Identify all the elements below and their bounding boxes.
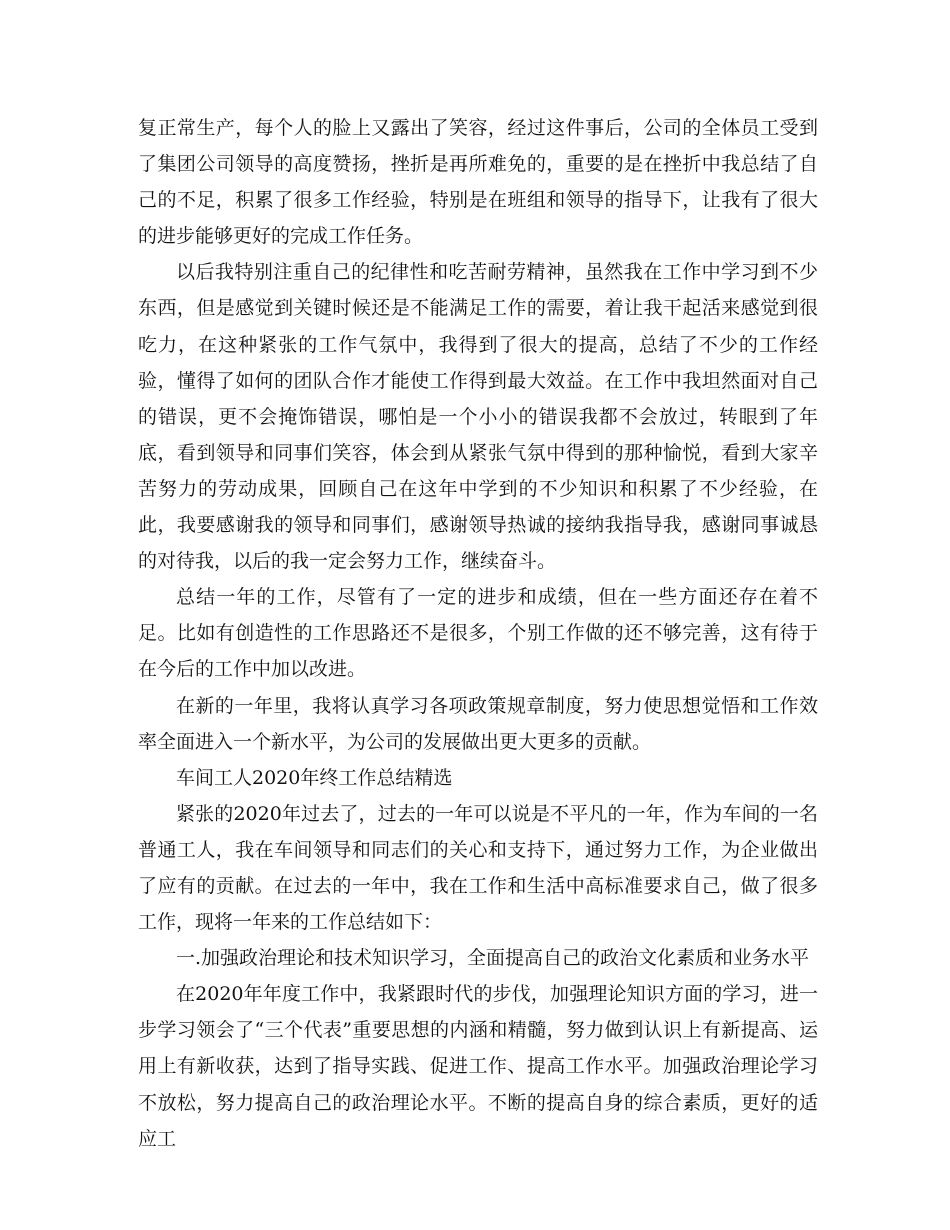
- section-title: 车间工人2020年终工作总结精选: [176, 766, 453, 789]
- paragraph: 在新的一年里，我将认真学习各项政策规章制度，努力使思想觉悟和工作效率全面进入一个新水平，为公司的发展做出更大更多的贡献。: [138, 694, 818, 753]
- paragraph-continued: 复正常生产，每个人的脸上又露出了笑容，经过这件事后，公司的全体员工受到了集团公司领导的高度赞扬，挫折是再所难免的，重要的是在挫折中我总结了自己的不足，积累了很多工作经验，特别是在班组和领导的指导下，让我有了很大的进步能够更好的完成工作任务。: [138, 117, 818, 248]
- paragraph: 以后我特别注重自己的纪律性和吃苦耐劳精神，虽然我在工作中学习到不少东西，但是感觉到关键时候还是不能满足工作的需要，着让我干起活来感觉到很吃力，在这种紧张的工作气氛中，我得到了很大的提高，总结了不少的工作经验，懂得了如何的团队合作才能使工作得到最大效益。在工作中我坦然面对自己的错误，更不会掩饰错误，哪怕是一个小小的错误我都不会放过，转眼到了年底，看到领导和同事们笑容，体会到从紧张气氛中得到的那种愉悦，看到大家辛苦努力的劳动成果，回顾自己在这年中学到的不少知识和积累了不少经验，在此，我要感谢我的领导和同事们，感谢领导热诚的接纳我指导我，感谢同事诚恳的对待我，以后的我一定会努力工作，继续奋斗。: [138, 261, 818, 573]
- section-heading: 一.加强政治理论和技术知识学习，全面提高自己的政治文化素质和业务水平: [176, 947, 810, 970]
- paragraph: 总结一年的工作，尽管有了一定的进步和成绩，但在一些方面还存在着不足。比如有创造性的工作思路还不是很多，个别工作做的还不够完善，这有待于在今后的工作中加以改进。: [138, 586, 818, 681]
- document-page: [138, 110, 818, 1157]
- paragraph: 在2020年年度工作中，我紧跟时代的步伐，加强理论知识方面的学习，进一步学习领会了“三个代表”重要思想的内涵和精髓，努力做到认识上有新提高、运用上有新收获，达到了指导实践、促进工作、提高工作水平。加强政治理论学习不放松，努力提高自己的政治理论水平。不断的提高自身的综合素质，更好的适应工: [138, 983, 818, 1150]
- paragraph: 紧张的2020年过去了，过去的一年可以说是不平凡的一年，作为车间的一名普通工人，我在车间领导和同志们的关心和支持下，通过努力工作，为企业做出了应有的贡献。在过去的一年中，我在工作和生活中高标准要求自己，做了很多工作，现将一年来的工作总结如下：: [138, 802, 818, 934]
